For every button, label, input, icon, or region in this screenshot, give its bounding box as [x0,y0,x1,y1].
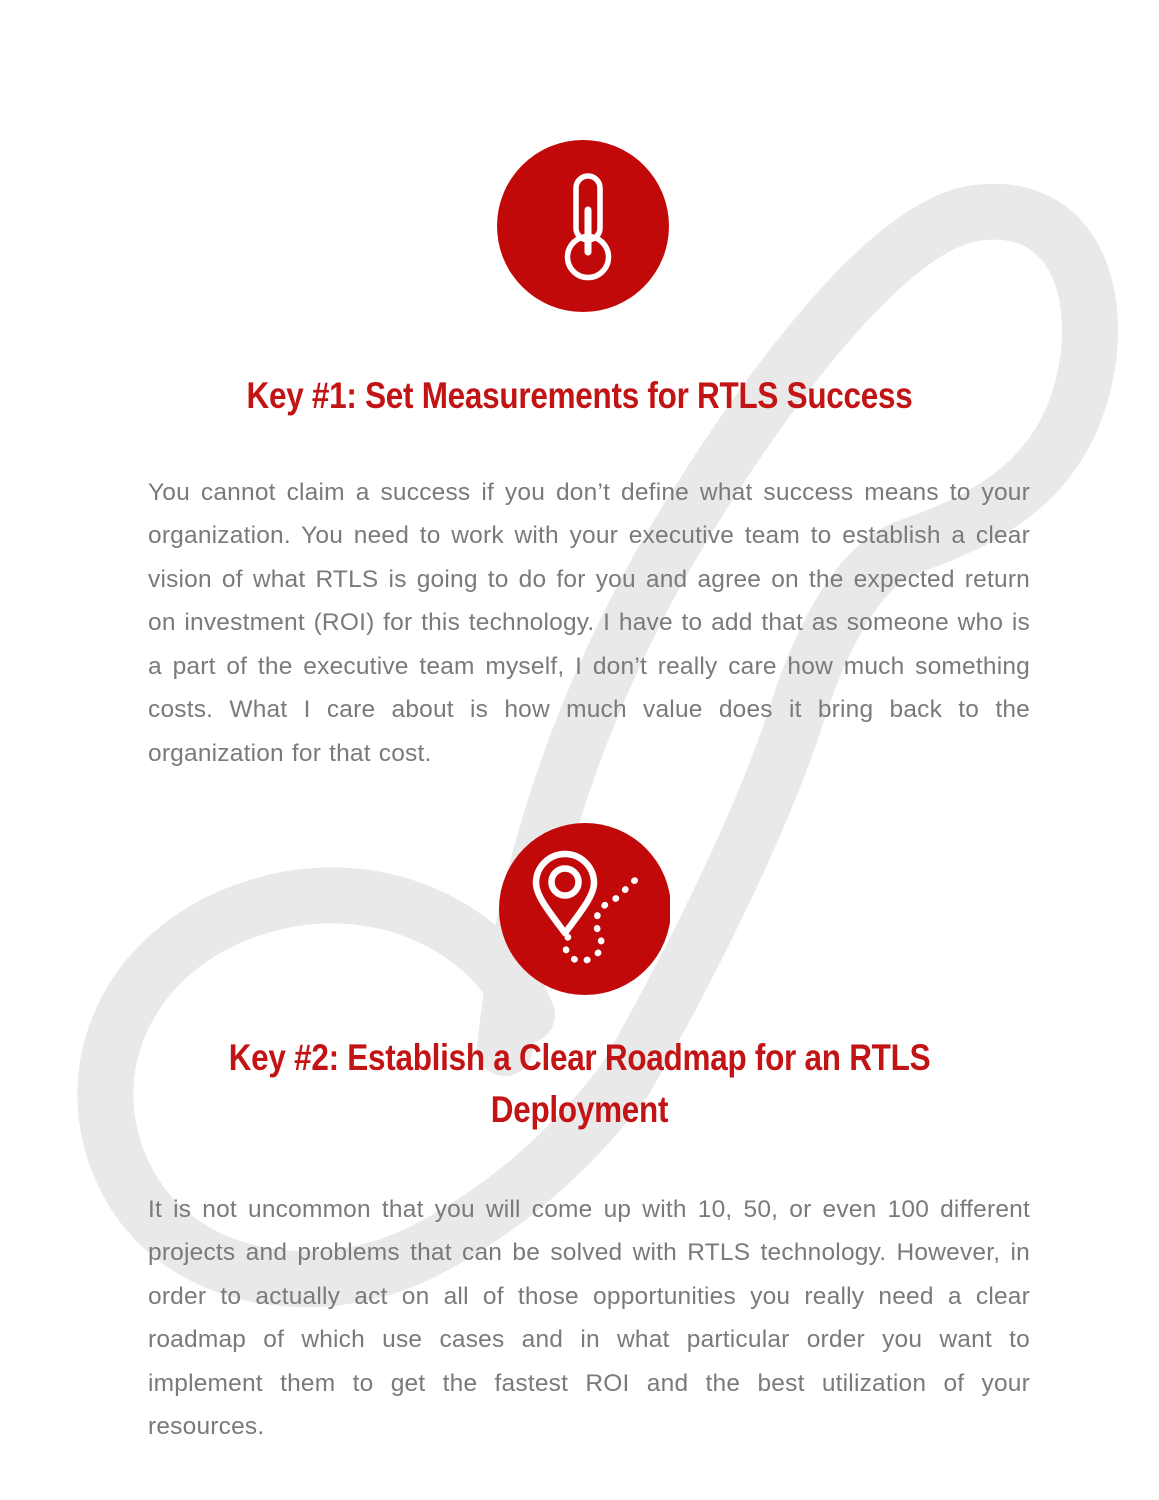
key1-heading [87,370,1072,422]
location-route-icon [498,823,670,995]
key2-heading [87,1032,1072,1136]
key1-heading-line: Key #1: Set Measurements for RTLS Success [246,375,913,416]
key2-heading-line1: Key #2: Establish a Clear Roadmap for an RTLS [228,1037,931,1078]
icon-circle-background [497,140,669,312]
key1-paragraph: You cannot claim a success if you don’t define what success means to your organization. You need to work with your executive team to establish a clear vision of what RTLS is going to do for you and agree on the expected return on investment (ROI) for this technology. I have to add that as someone who is a part of the executive team myself, I don’t really care how much something costs. What I care about is how much value does it bring back to the organization for that cost. [148,478,1030,767]
thermometer-icon [497,140,669,312]
key2-heading-line2: Deployment [490,1089,669,1130]
key2-paragraph: It is not uncommon that you will come up with 10, 50, or even 100 different projects and problems that can be solved with RTLS technology. However, in order to actually act on all of those opportunities you really need a clear roadmap of which use cases and in what particular order you want to implement them to get the fastest ROI and the best utilization of your resources. [148,1195,1030,1440]
